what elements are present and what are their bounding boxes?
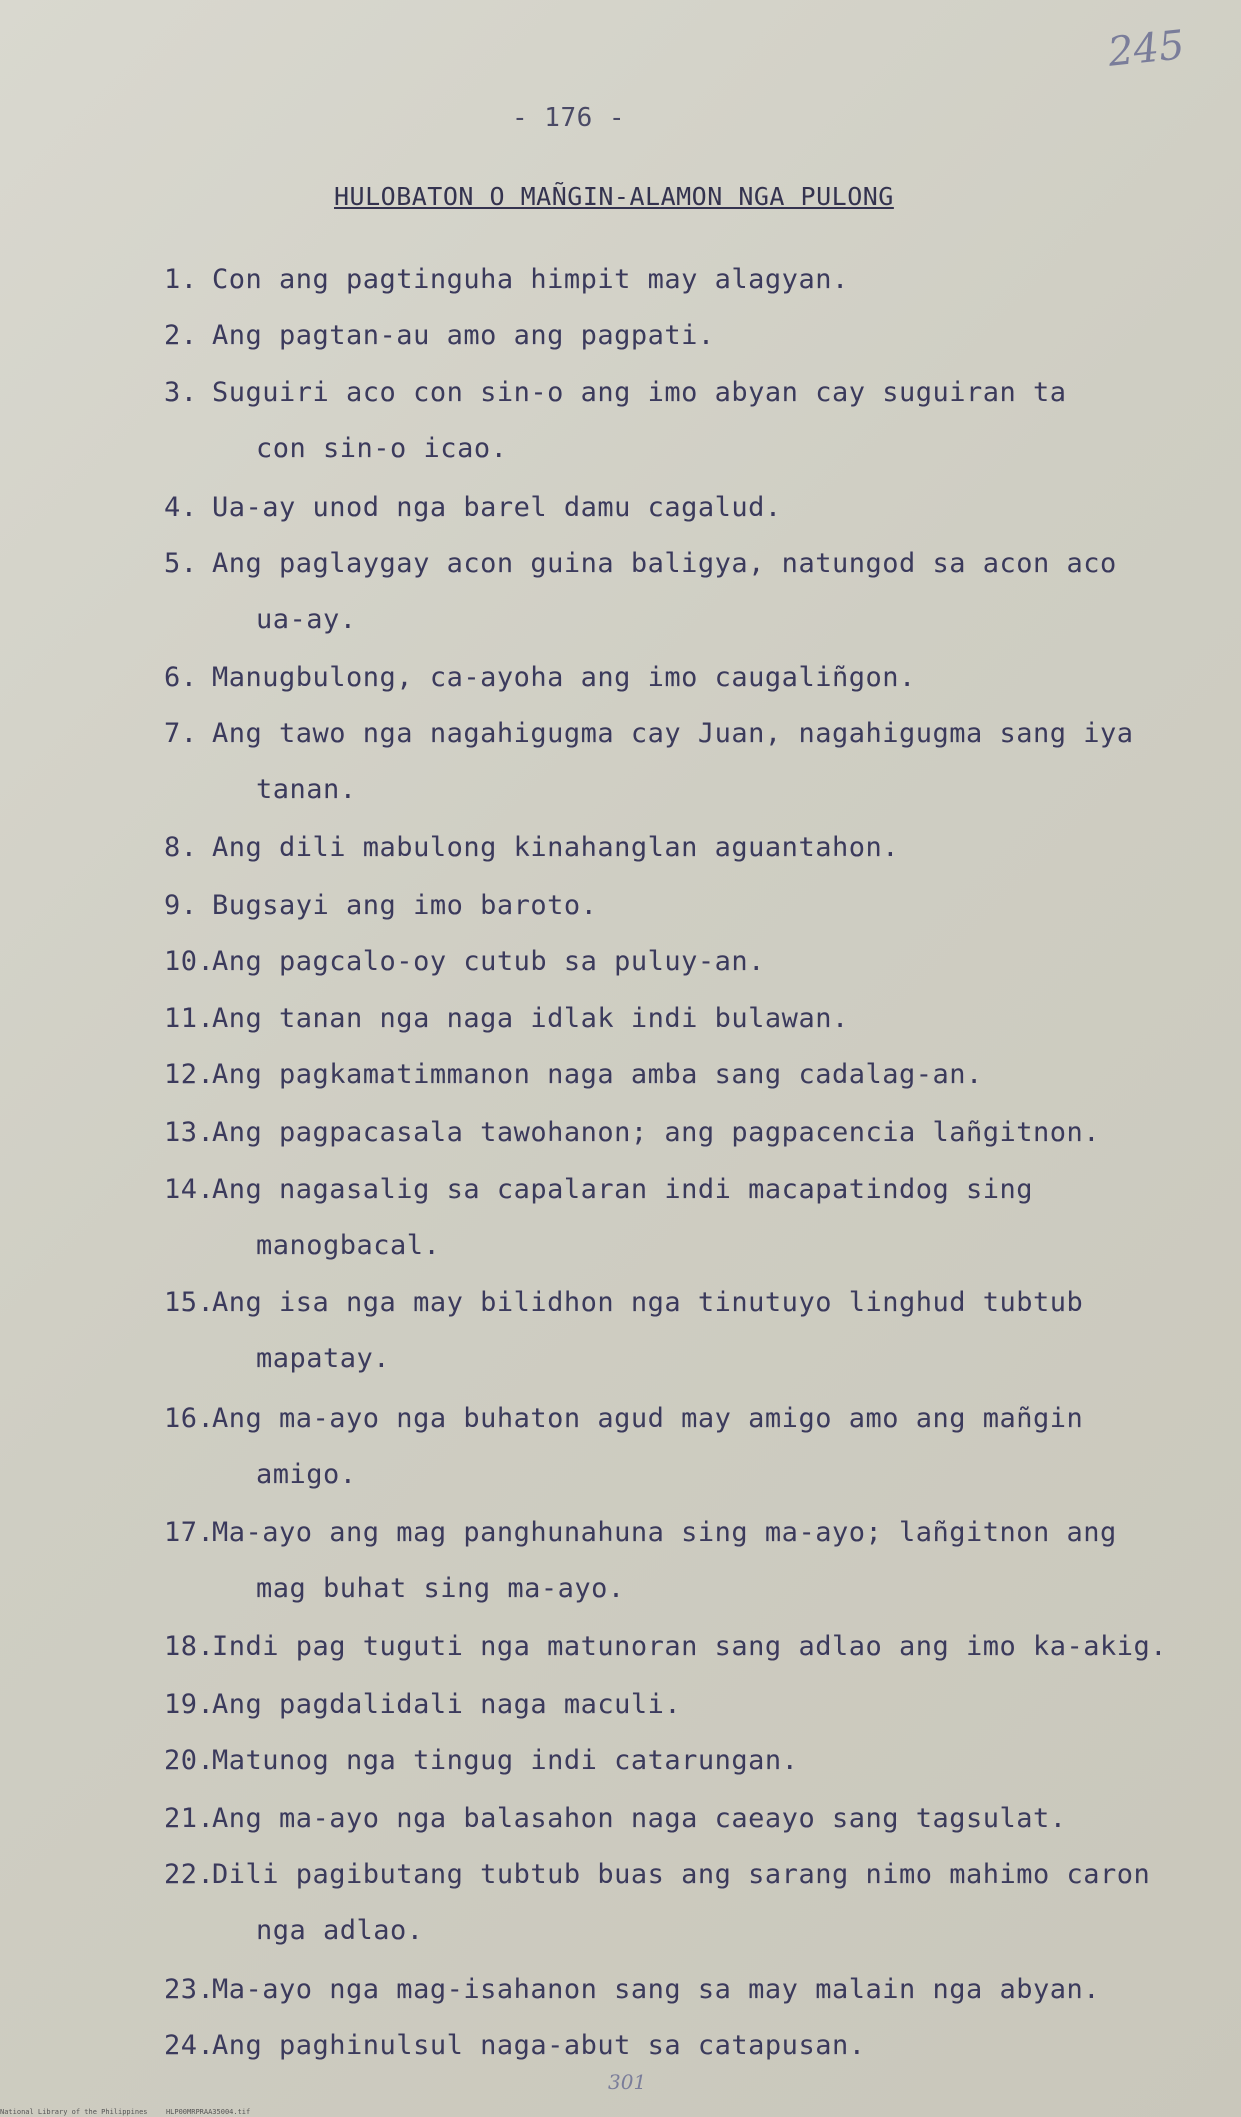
proverb-item (0, 1689, 1241, 1729)
proverb-text: Ang ma-ayo nga buhaton agud may amigo amo ang mañgin (212, 1403, 1084, 1434)
scan-file-name: HLP00MRPRAA35004.tif (165, 2108, 251, 2116)
proverb-continuation: tanan. (256, 774, 357, 805)
proverb-number: 13. (164, 1117, 215, 1148)
proverb-number: 18. (164, 1631, 215, 1662)
page-number: - 176 - (512, 103, 626, 133)
proverb-text: Ang pagpacasala tawohanon; ang pagpacencia lañgitnon. (212, 1117, 1101, 1148)
proverb-number: 20. (164, 1745, 215, 1776)
proverb-continuation: amigo. (256, 1459, 357, 1490)
proverb-text: Ma-ayo nga mag-isahanon sang sa may malain nga abyan. (212, 1974, 1101, 2005)
proverb-number: 8. (164, 832, 198, 863)
proverb-item (0, 1059, 1241, 1099)
proverb-text: Suguiri aco con sin-o ang imo abyan cay suguiran ta (212, 377, 1067, 408)
proverb-item (0, 1403, 1241, 1443)
proverb-continuation: mag buhat sing ma-ayo. (256, 1573, 625, 1604)
proverb-text: Ang pagkamatimmanon naga amba sang cadalag-an. (212, 1059, 983, 1090)
proverb-text: Indi pag tuguti nga matunoran sang adlao ang imo ka-akig. (212, 1631, 1168, 1662)
proverb-text: Ma-ayo ang mag panghunahuna sing ma-ayo; lañgitnon ang (212, 1517, 1117, 1548)
proverb-text: Ang isa nga may bilidhon nga tinutuyo linghud tubtub (212, 1287, 1084, 1318)
proverb-item (0, 718, 1241, 758)
proverb-number: 12. (164, 1059, 215, 1090)
scan-footer (0, 2107, 1241, 2117)
proverb-text: Matunog nga tingug indi catarungan. (212, 1745, 799, 1776)
proverb-text: Ang tawo nga nagahigugma cay Juan, nagahigugma sang iya (212, 718, 1134, 749)
proverb-item (0, 1287, 1241, 1327)
proverb-item (0, 1117, 1241, 1157)
document-title: HULOBATON O MAÑGIN-ALAMON NGA PULONG (334, 182, 894, 211)
proverb-item (0, 946, 1241, 986)
handwritten-bottom-mark: 301 (608, 2070, 647, 2094)
proverb-item (0, 1631, 1241, 1671)
proverb-item (0, 1517, 1241, 1557)
proverb-item (0, 1859, 1241, 1899)
proverb-number: 11. (164, 1003, 215, 1034)
proverb-number: 17. (164, 1517, 215, 1548)
proverb-number: 19. (164, 1689, 215, 1720)
proverb-number: 4. (164, 492, 198, 523)
proverb-item (0, 2030, 1241, 2070)
proverb-number: 14. (164, 1174, 215, 1205)
proverb-text: Ang paglaygay acon guina baligya, natungod sa acon aco (212, 548, 1117, 579)
proverb-number: 10. (164, 946, 215, 977)
proverb-item (0, 1974, 1241, 2014)
proverb-number: 3. (164, 377, 198, 408)
proverb-item (0, 377, 1241, 417)
proverb-item (0, 264, 1241, 304)
proverb-text: Manugbulong, ca-ayoha ang imo caugaliñgon. (212, 662, 916, 693)
proverb-text: Ua-ay unod nga barel damu cagalud. (212, 492, 782, 523)
proverb-number: 2. (164, 320, 198, 351)
proverb-item (0, 890, 1241, 930)
proverb-item (0, 1745, 1241, 1785)
proverb-continuation: con sin-o icao. (256, 433, 508, 464)
proverb-continuation: nga adlao. (256, 1915, 424, 1946)
proverb-number: 21. (164, 1803, 215, 1834)
proverb-text: Ang pagcalo-oy cutub sa puluy-an. (212, 946, 765, 977)
proverb-number: 9. (164, 890, 198, 921)
handwritten-page-mark: 245 (1105, 22, 1187, 76)
proverb-item (0, 1003, 1241, 1043)
proverb-number: 16. (164, 1403, 215, 1434)
proverb-text: Ang ma-ayo nga balasahon naga caeayo sang tagsulat. (212, 1803, 1067, 1834)
proverb-text: Ang pagtan-au amo ang pagpati. (212, 320, 715, 351)
library-label: National Library of the Philippines (0, 2108, 148, 2116)
proverb-continuation: manogbacal. (256, 1230, 441, 1261)
proverb-text: Ang paghinulsul naga-abut sa catapusan. (212, 2030, 866, 2061)
proverb-item (0, 320, 1241, 360)
proverb-number: 6. (164, 662, 198, 693)
proverb-text: Dili pagibutang tubtub buas ang sarang nimo mahimo caron (212, 1859, 1151, 1890)
proverb-item (0, 548, 1241, 588)
proverb-number: 23. (164, 1974, 215, 2005)
proverb-number: 15. (164, 1287, 215, 1318)
proverb-text: Con ang pagtinguha himpit may alagyan. (212, 264, 849, 295)
proverb-text: Ang pagdalidali naga maculi. (212, 1689, 682, 1720)
proverb-number: 24. (164, 2030, 215, 2061)
proverb-number: 5. (164, 548, 198, 579)
proverb-item (0, 1803, 1241, 1843)
proverb-number: 22. (164, 1859, 215, 1890)
proverb-item (0, 662, 1241, 702)
proverb-text: Ang dili mabulong kinahanglan aguantahon. (212, 832, 899, 863)
proverb-text: Bugsayi ang imo baroto. (212, 890, 598, 921)
proverb-text: Ang tanan nga naga idlak indi bulawan. (212, 1003, 849, 1034)
proverb-item (0, 492, 1241, 532)
proverb-number: 7. (164, 718, 198, 749)
proverb-number: 1. (164, 264, 198, 295)
proverb-text: Ang nagasalig sa capalaran indi macapatindog sing (212, 1174, 1034, 1205)
proverb-continuation: mapatay. (256, 1343, 391, 1374)
proverb-item (0, 1174, 1241, 1214)
proverb-item (0, 832, 1241, 872)
proverb-continuation: ua-ay. (256, 604, 357, 635)
